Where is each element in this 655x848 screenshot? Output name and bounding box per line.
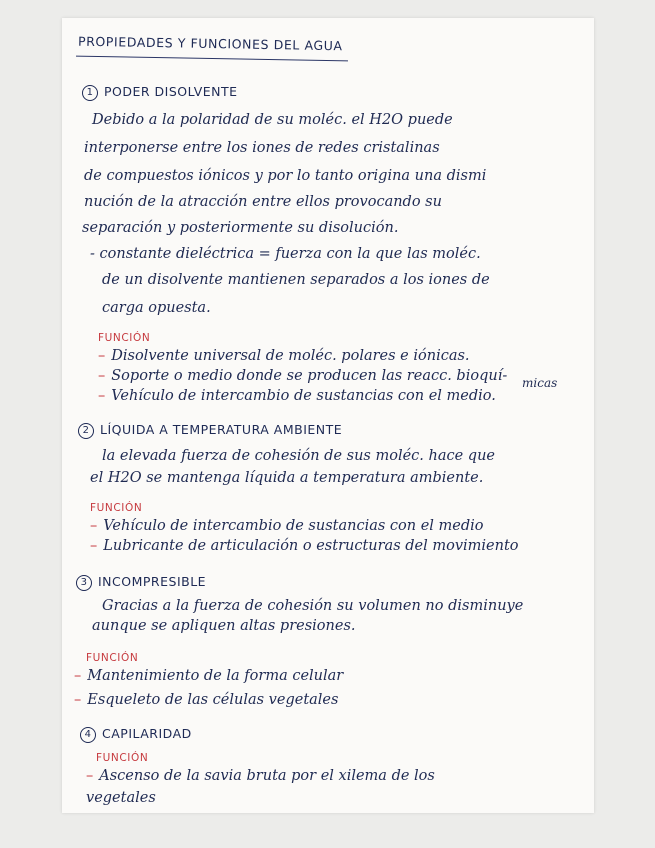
section-2-line-1: la elevada fuerza de cohesión de sus moléc. hace que bbox=[102, 448, 496, 464]
section-2-number: 2 bbox=[78, 423, 94, 439]
section-3-line-2: aunque se apliquen altas presiones. bbox=[92, 618, 356, 634]
section-1-function-label: FUNCIÓN bbox=[98, 332, 151, 344]
section-1-heading bbox=[82, 84, 238, 101]
section-3-title: INCOMPRESIBLE bbox=[98, 574, 207, 589]
section-3-function-2: – Esqueleto de las células vegetales bbox=[74, 692, 339, 708]
section-3-function-label: FUNCIÓN bbox=[86, 652, 139, 664]
section-1-function-1: – Disolvente universal de moléc. polares e iónicas. bbox=[98, 348, 470, 364]
section-3-number: 3 bbox=[76, 575, 92, 591]
section-1-line-4: nución de la atracción entre ellos provocando su bbox=[84, 194, 442, 210]
section-4-title: CAPILARIDAD bbox=[102, 726, 192, 741]
section-3-line-1: Gracias a la fuerza de cohesión su volumen no disminuye bbox=[102, 598, 524, 614]
section-3-heading bbox=[76, 574, 206, 591]
section-2-title: LÍQUIDA A TEMPERATURA AMBIENTE bbox=[100, 422, 343, 437]
notebook-page bbox=[62, 18, 594, 813]
section-1-function-2: – Soporte o medio donde se producen las reacc. bioquí- bbox=[98, 368, 508, 384]
section-4-function-1-continuation: vegetales bbox=[86, 790, 156, 806]
section-1-title: PODER DISOLVENTE bbox=[104, 84, 238, 99]
section-2-heading bbox=[78, 422, 342, 439]
section-1-line-8: carga opuesta. bbox=[102, 300, 211, 316]
section-4-number: 4 bbox=[80, 727, 96, 743]
section-1-line-3: de compuestos iónicos y por lo tanto origina una dismi bbox=[84, 168, 487, 184]
section-1-line-2: interponerse entre los iones de redes cristalinas bbox=[84, 140, 440, 156]
page-title: PROPIEDADES Y FUNCIONES DEL AGUA bbox=[77, 33, 343, 54]
section-2-function-2: – Lubricante de articulación o estructuras del movimiento bbox=[90, 538, 519, 554]
section-1-line-7: de un disolvente mantienen separados a los iones de bbox=[102, 272, 490, 288]
section-2-line-2: el H2O se mantenga líquida a temperatura ambiente. bbox=[90, 470, 484, 486]
section-2-function-1: – Vehículo de intercambio de sustancias con el medio bbox=[90, 518, 484, 534]
section-1-line-1: Debido a la polaridad de su moléc. el H2O puede bbox=[92, 112, 453, 128]
section-2-function-label: FUNCIÓN bbox=[90, 502, 143, 514]
section-1-function-2-continuation: micas bbox=[522, 376, 558, 390]
section-3-function-1: – Mantenimiento de la forma celular bbox=[74, 668, 344, 684]
section-1-number: 1 bbox=[82, 85, 98, 101]
section-4-function-label: FUNCIÓN bbox=[96, 752, 149, 764]
title-underline bbox=[76, 56, 348, 62]
section-1-line-5: separación y posteriormente su disolución. bbox=[82, 220, 399, 236]
section-4-function-1: – Ascenso de la savia bruta por el xilema de los bbox=[86, 768, 435, 784]
section-1-function-3: – Vehículo de intercambio de sustancias con el medio. bbox=[98, 388, 496, 404]
section-4-heading bbox=[80, 726, 192, 743]
section-1-line-6: - constante dieléctrica = fuerza con la que las moléc. bbox=[90, 246, 481, 262]
